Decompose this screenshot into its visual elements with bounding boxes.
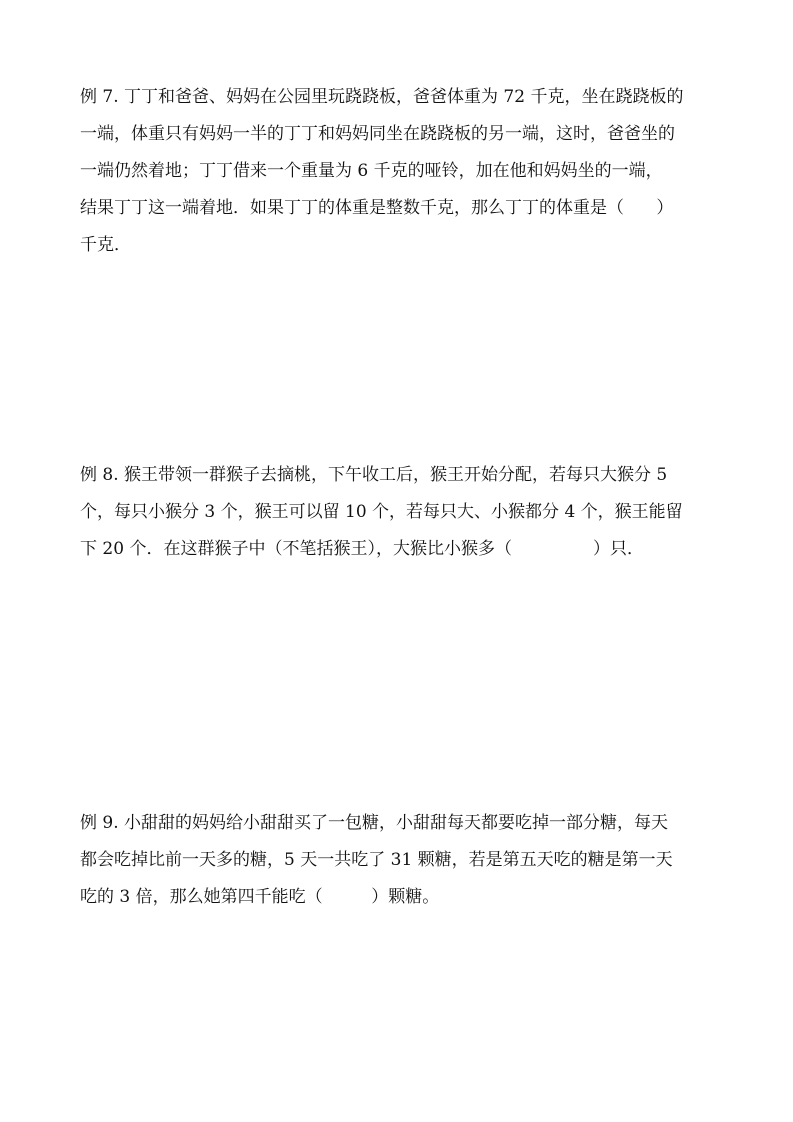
problem-9-line-2: 都会吃掉比前一天多的糖，5 天一共吃了 31 颗糖，若是第五天吃的糖是第一天 [80,850,673,870]
problem-7-line-1: 例 7. 丁丁和爸爸、妈妈在公园里玩跷跷板，爸爸体重为 72 千克，坐在跷跷板的 [80,87,684,107]
problem-7 [80,79,720,264]
problem-8-line-2: 个，每只小猴分 3 个，猴王可以留 10 个，若每只大、小猴都分 4 个，猴王能留 [80,502,683,522]
problem-7-line-2: 一端，体重只有妈妈一半的丁丁和妈妈同坐在跷跷板的另一端，这时，爸爸坐的 [80,124,675,144]
problem-7-line-3: 一端仍然着地；丁丁借来一个重量为 6 千克的哑铃，加在他和妈妈坐的一端， [80,161,663,181]
problem-9-line-3: 吃的 3 倍，那么她第四千能吃（ ）颗糖。 [80,887,440,907]
problem-9-line-1: 例 9. 小甜甜的妈妈给小甜甜买了一包糖，小甜甜每天都要吃掉一部分糖，每天 [80,813,669,833]
problem-9 [80,805,720,916]
problem-7-line-4: 结果丁丁这一端着地．如果丁丁的体重是整数千克，那么丁丁的体重是（ ） [80,198,674,218]
problem-8-line-1: 例 8. 猴王带领一群猴子去摘桃，下午收工后，猴王开始分配，若每只大猴分 5 [80,465,668,485]
problem-7-line-5: 千克． [80,235,131,255]
problem-8 [80,457,720,568]
problem-8-line-3: 下 20 个．在这群猴子中（不笔括猴王），大猴比小猴多（ ）只． [80,539,644,559]
